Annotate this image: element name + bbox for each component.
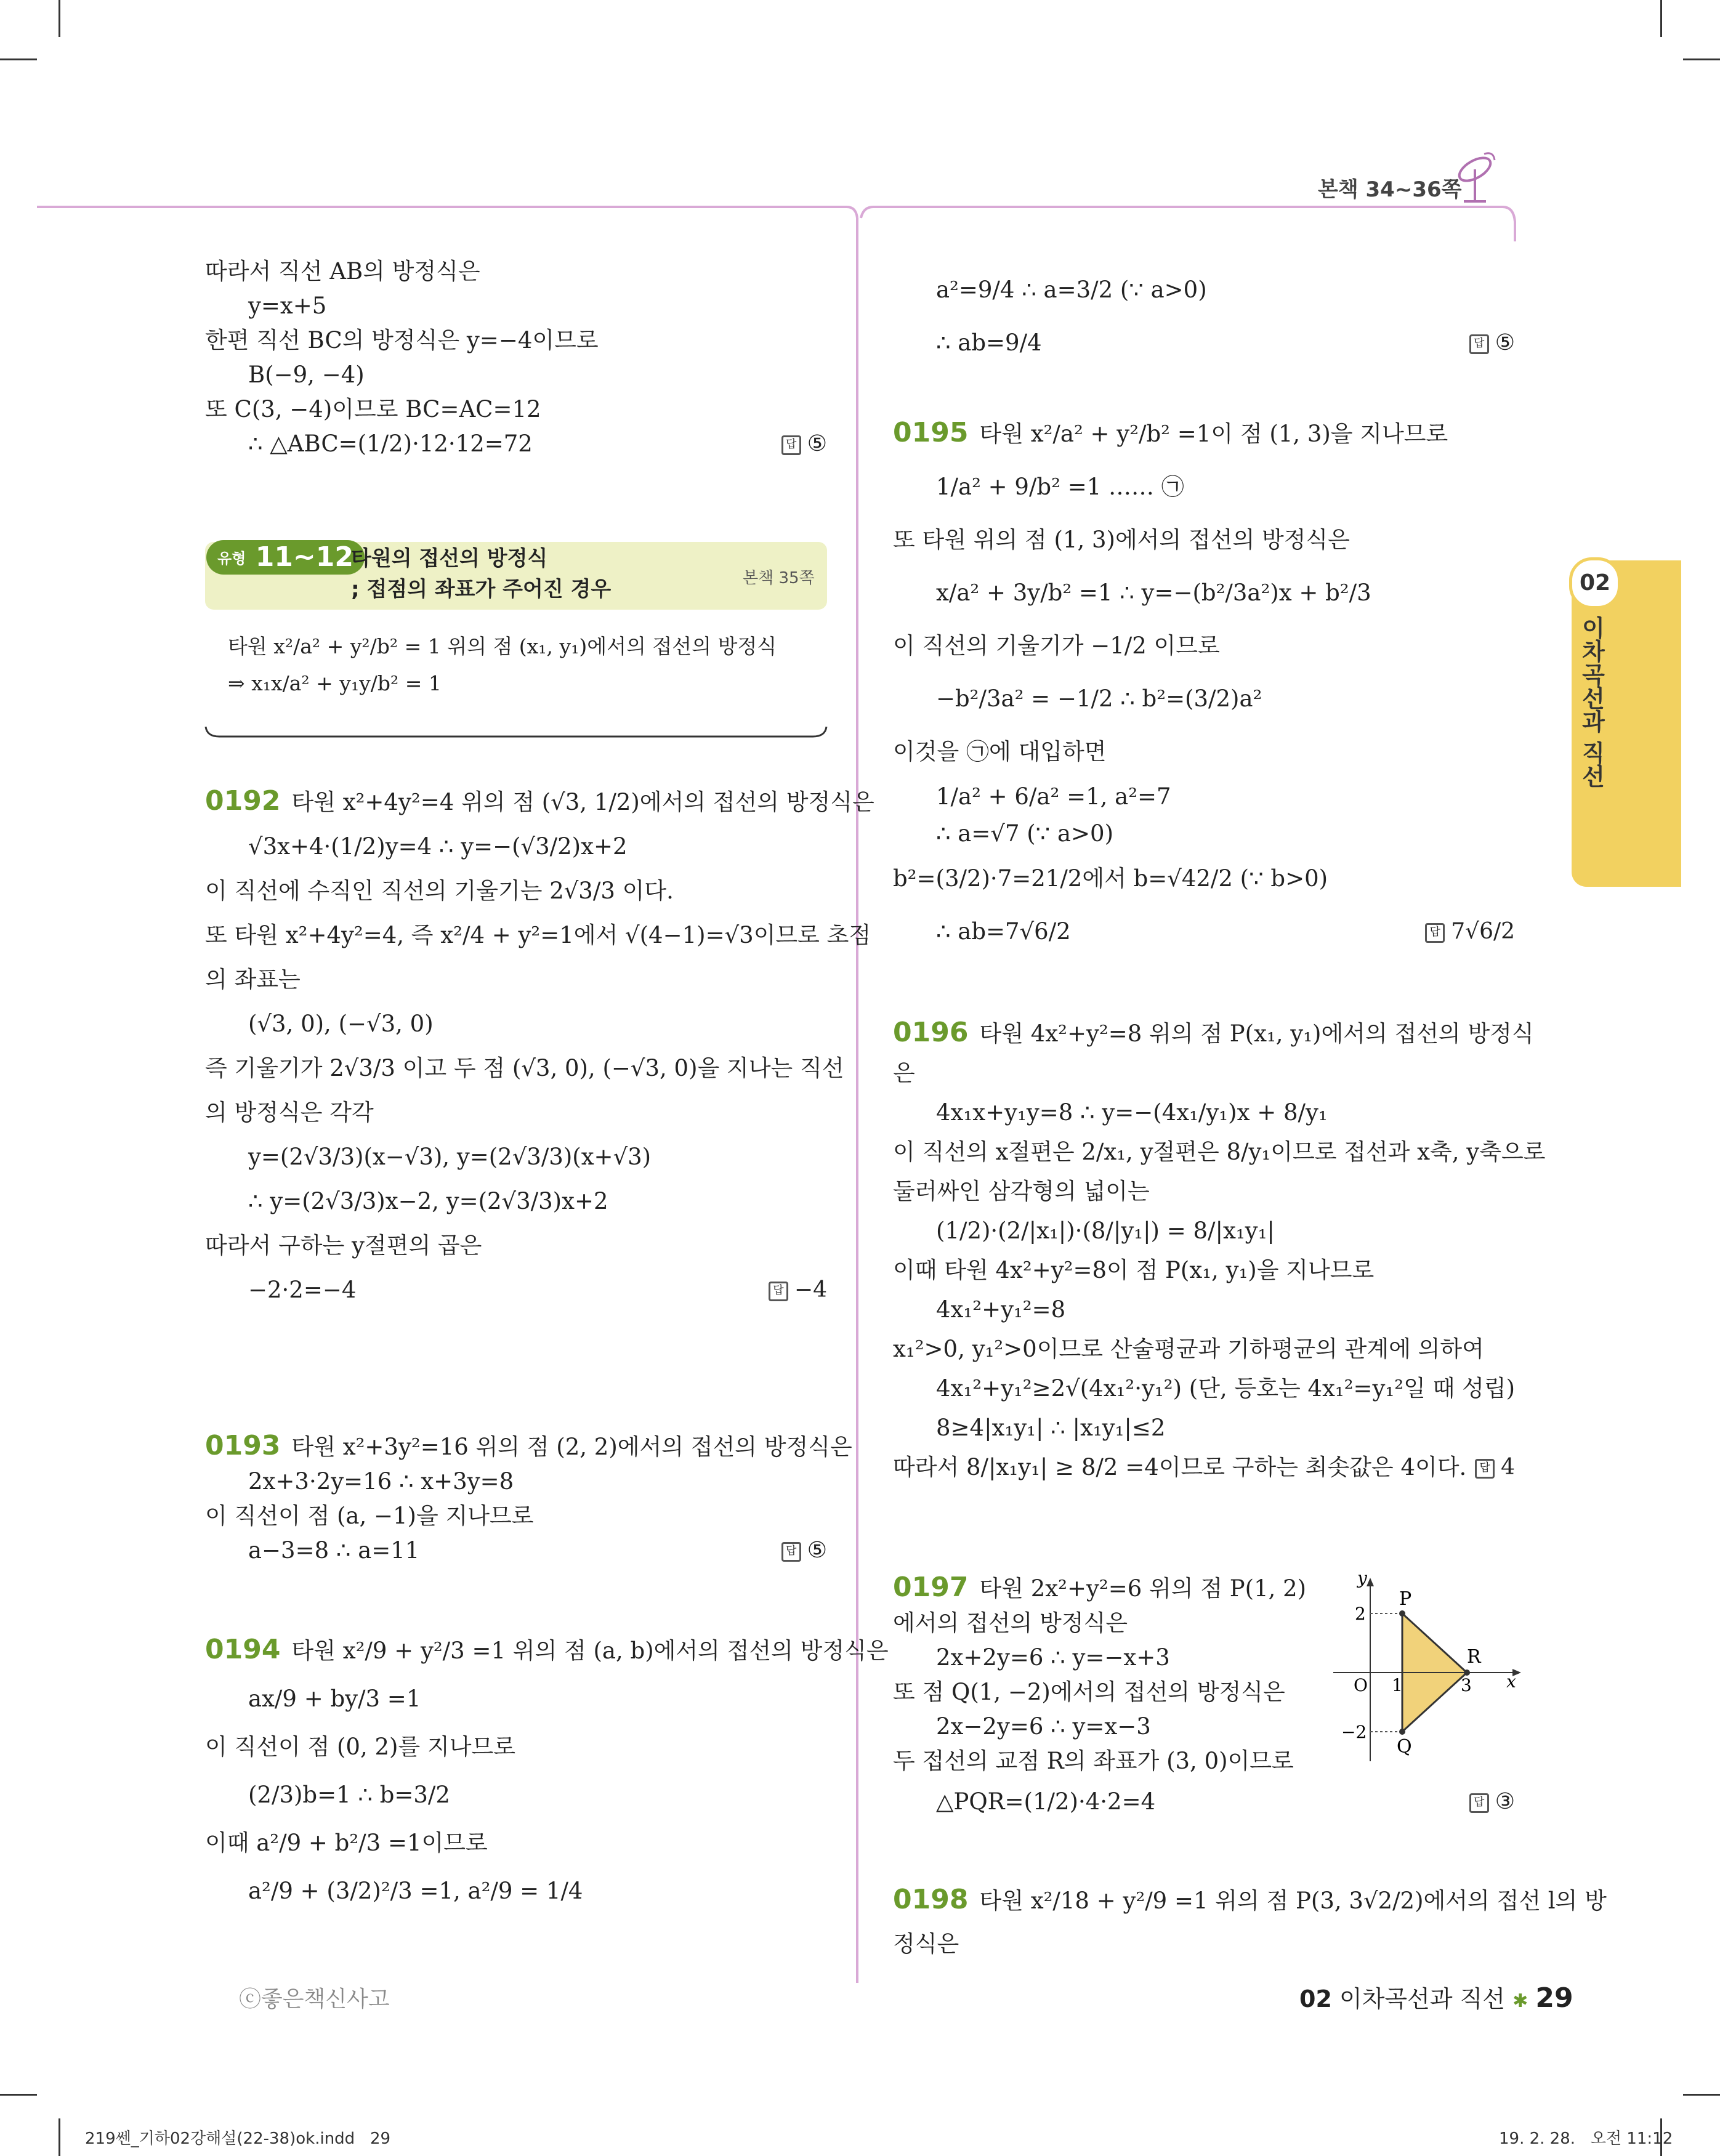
- left-top-block: [205, 254, 827, 461]
- answer-mark-icon: 답: [769, 1282, 788, 1301]
- answer-value: 4: [1501, 1455, 1515, 1480]
- header-ref: 본책 34~36쪽: [1318, 177, 1462, 202]
- text-line: y=x+5: [248, 293, 327, 319]
- answer-value: ⑤: [807, 1538, 827, 1563]
- concept-ref: 본책 35쪽: [743, 569, 815, 587]
- problem-0198: [893, 1878, 1607, 1966]
- point-p-label: P: [1399, 1588, 1412, 1610]
- concept-badge: [206, 540, 365, 575]
- text-line: 1/a² + 6/a² =1, a²=7: [936, 783, 1171, 810]
- chapter-tab-title: 이차곡선과 직선: [1578, 616, 1605, 788]
- tick-y2: 2: [1355, 1604, 1366, 1624]
- chapter-tab-number: 02: [1569, 557, 1621, 609]
- badge-prefix: 유형: [217, 550, 246, 567]
- answer-value: ⑤: [1495, 330, 1515, 355]
- problem-number: 0196: [893, 1017, 969, 1048]
- text-line: (2/3)b=1 ∴ b=3/2: [248, 1782, 450, 1808]
- tick-x3: 3: [1461, 1675, 1472, 1695]
- text-line: x/a² + 3y/b² =1 ∴ y=−(b²/3a²)x + b²/3: [936, 579, 1371, 606]
- problem-number: 0193: [205, 1430, 281, 1461]
- concept-title: [351, 543, 611, 605]
- text-line: 이때 a²/9 + b²/3 =1이므로: [205, 1830, 488, 1856]
- concept-line-2: ⇒ x₁x/a² + y₁y/b² = 1: [228, 671, 442, 695]
- page-number: 29: [1535, 1982, 1573, 2014]
- text-line: 타원 x²+3y²=16 위의 점 (2, 2)에서의 접선의 방정식은: [291, 1434, 852, 1460]
- answer-mark-icon: 답: [781, 435, 801, 455]
- text-line: 또 타원 위의 점 (1, 3)에서의 접선의 방정식은: [893, 527, 1350, 553]
- point-r-label: R: [1467, 1646, 1481, 1668]
- answer: [1475, 1448, 1515, 1487]
- text-line: a−3=8 ∴ a=11: [248, 1537, 420, 1564]
- text-line: 한편 직선 BC의 방정식은 y=−4이므로: [205, 327, 599, 353]
- problem-0196: [893, 1013, 1546, 1487]
- text-line: 또 C(3, −4)이므로 BC=AC=12: [205, 396, 541, 422]
- text-line: 1/a² + 9/b² =1 …… ㉠: [936, 474, 1184, 500]
- text-line: b²=(3/2)·7=21/2에서 b=√42/2 (∵ b>0): [893, 865, 1328, 892]
- text-line: 타원 4x²+y²=8 위의 점 P(x₁, y₁)에서의 접선의 방정식: [979, 1020, 1534, 1047]
- publisher-footer: ⓒ좋은책신사고: [239, 1987, 390, 2012]
- text-line: 이 직선의 기울기가 −1/2 이므로: [893, 632, 1220, 659]
- text-line: 8≥4|x₁y₁| ∴ |x₁y₁|≤2: [936, 1415, 1166, 1441]
- text-line: 따라서 직선 AB의 방정식은: [205, 258, 480, 285]
- answer-mark-icon: 답: [1469, 1793, 1489, 1813]
- text-line: 정식은: [893, 1931, 959, 1957]
- tick-x1: 1: [1392, 1675, 1403, 1695]
- text-line: 2x−2y=6 ∴ y=x−3: [936, 1713, 1151, 1740]
- concept-bracket: [203, 714, 831, 745]
- text-line: 은: [893, 1060, 915, 1086]
- slug-left: 219쎈_기하02강해설(22-38)ok.indd 29: [85, 2130, 391, 2148]
- text-line: (1/2)·(2/|x₁|)·(8/|y₁|) = 8/|x₁y₁|: [936, 1217, 1275, 1244]
- footer-star-icon: ✱: [1512, 1990, 1528, 2012]
- concept-title-1: 타원의 접선의 방정식: [351, 546, 548, 571]
- y-axis-arrow-icon: [1367, 1578, 1374, 1586]
- problem-number: 0197: [893, 1572, 969, 1603]
- problem-number: 0192: [205, 785, 281, 817]
- page-footer: [1299, 1980, 1573, 2014]
- text-line: 이때 타원 4x²+y²=8이 점 P(x₁, y₁)을 지나므로: [893, 1257, 1375, 1283]
- axis-y-label: y: [1357, 1570, 1367, 1588]
- concept-body: [228, 628, 777, 702]
- text-line: −2·2=−4: [248, 1277, 357, 1303]
- answer: [1469, 317, 1515, 369]
- text-line: ∴ a=√7 (∵ a>0): [936, 820, 1114, 847]
- answer: [1425, 905, 1515, 958]
- text-line: x₁²>0, y₁²>0이므로 산술평균과 기하평균의 관계에 의하여: [893, 1336, 1484, 1362]
- text-line: 타원 x²/9 + y²/3 =1 위의 점 (a, b)에서의 접선의 방정식은: [291, 1637, 889, 1664]
- origin-label: O: [1354, 1675, 1368, 1695]
- text-line: ∴ ab=9/4: [936, 329, 1042, 356]
- answer-value: ⑤: [807, 431, 827, 456]
- text-line: 타원 x²+4y²=4 위의 점 (√3, 1/2)에서의 접선의 방정식은: [291, 789, 874, 815]
- point-p-dot: [1399, 1610, 1405, 1617]
- text-line: 의 방정식은 각각: [205, 1099, 374, 1126]
- text-line: −b²/3a² = −1/2 ∴ b²=(3/2)a²: [936, 685, 1262, 712]
- text-line: 이 직선이 점 (0, 2)를 지나므로: [205, 1734, 515, 1760]
- slug-right: 19. 2. 28. 오전 11:12: [1499, 2130, 1673, 2148]
- text-line: ax/9 + by/3 =1: [248, 1686, 421, 1712]
- text-line: 이 직선에 수직인 직선의 기울기는 2√3/3 이다.: [205, 878, 674, 904]
- badge-range: 11~12: [255, 541, 354, 573]
- text-line: 따라서 8/|x₁y₁| ≥ 8/2 =4이므로 구하는 최솟값은 4이다.: [893, 1454, 1467, 1480]
- text-line: B(−9, −4): [248, 361, 365, 388]
- text-line: 두 접선의 교점 R의 좌표가 (3, 0)이므로: [893, 1748, 1294, 1774]
- text-line: a²/9 + (3/2)²/3 =1, a²/9 = 1/4: [248, 1878, 583, 1904]
- answer-mark-icon: 답: [781, 1542, 801, 1562]
- text-line: 둘러싸인 삼각형의 넓이는: [893, 1178, 1150, 1205]
- problem-number: 0195: [893, 417, 969, 448]
- text-line: √3x+4·(1/2)y=4 ∴ y=−(√3/2)x+2: [248, 833, 628, 860]
- text-line: 타원 x²/a² + y²/b² =1이 점 (1, 3)을 지나므로: [979, 421, 1448, 447]
- text-line: ∴ △ABC=(1/2)·12·12=72: [248, 430, 533, 457]
- answer-value: 7√6/2: [1451, 919, 1515, 944]
- footer-chapter: 02: [1299, 1985, 1332, 2013]
- answer: [781, 427, 827, 461]
- answer-value: −4: [794, 1277, 827, 1302]
- text-line: 타원 2x²+y²=6 위의 점 P(1, 2): [979, 1575, 1307, 1602]
- answer: [781, 1533, 827, 1568]
- text-line: 이것을 ㉠에 대입하면: [893, 738, 1107, 765]
- text-line: 4x₁²+y₁²=8: [936, 1296, 1066, 1323]
- text-line: y=(2√3/3)(x−√3), y=(2√3/3)(x+√3): [248, 1144, 652, 1170]
- text-line: 이 직선이 점 (a, −1)을 지나므로: [205, 1503, 534, 1529]
- axis-x-label: x: [1506, 1671, 1516, 1692]
- problem-0193: [205, 1429, 852, 1568]
- text-line: ∴ ab=7√6/2: [936, 918, 1071, 945]
- text-line: 따라서 구하는 y절편의 곱은: [205, 1232, 482, 1259]
- right-top-block: [893, 264, 1515, 369]
- problem-0192: [205, 779, 874, 1312]
- text-line: 4x₁x+y₁y=8 ∴ y=−(4x₁/y₁)x + 8/y₁: [936, 1099, 1328, 1126]
- concept-line-1: 타원 x²/a² + y²/b² = 1 위의 점 (x₁, y₁)에서의 접선의 방정식: [228, 634, 777, 658]
- answer-mark-icon: 답: [1475, 1459, 1495, 1479]
- point-q-dot: [1399, 1729, 1405, 1735]
- text-line: 의 좌표는: [205, 966, 301, 993]
- answer: [1469, 1785, 1515, 1819]
- tick-ym2: −2: [1341, 1722, 1367, 1742]
- text-line: 2x+2y=6 ∴ y=−x+3: [936, 1644, 1170, 1671]
- answer-mark-icon: 답: [1469, 334, 1489, 354]
- triangle-figure: [1324, 1570, 1527, 1774]
- answer-mark-icon: 답: [1425, 923, 1445, 943]
- problem-0194: [205, 1626, 889, 1915]
- text-line: 타원 x²/18 + y²/9 =1 위의 점 P(3, 3√2/2)에서의 접선 l의 방: [979, 1888, 1607, 1914]
- footer-title: 이차곡선과 직선: [1339, 1985, 1506, 2013]
- point-q-label: Q: [1397, 1736, 1412, 1758]
- concept-title-2: ; 접점의 좌표가 주어진 경우: [351, 577, 612, 602]
- text-line: a²=9/4 ∴ a=3/2 (∵ a>0): [936, 277, 1207, 303]
- text-line: 또 타원 x²+4y²=4, 즉 x²/4 + y²=1에서 √(4−1)=√3이므로 초점: [205, 922, 871, 948]
- text-line: 4x₁²+y₁²≥2√(4x₁²·y₁²) (단, 등호는 4x₁²=y₁²일 때 성립): [936, 1375, 1516, 1402]
- answer-value: ③: [1495, 1789, 1515, 1814]
- problem-number: 0194: [205, 1634, 281, 1665]
- text-line: △PQR=(1/2)·4·2=4: [936, 1788, 1156, 1815]
- text-line: (√3, 0), (−√3, 0): [248, 1011, 434, 1037]
- problem-number: 0198: [893, 1884, 969, 1915]
- text-line: 에서의 접선의 방정식은: [893, 1610, 1128, 1636]
- problem-0195: [893, 406, 1515, 958]
- text-line: 즉 기울기가 2√3/3 이고 두 점 (√3, 0), (−√3, 0)을 지나는 직선: [205, 1055, 844, 1081]
- text-line: 또 점 Q(1, −2)에서의 접선의 방정식은: [893, 1679, 1285, 1705]
- text-line: 2x+3·2y=16 ∴ x+3y=8: [248, 1468, 514, 1495]
- text-line: 이 직선의 x절편은 2/x₁, y절편은 8/y₁이므로 접선과 x축, y축으로: [893, 1139, 1546, 1165]
- answer: [769, 1268, 827, 1312]
- text-line: ∴ y=(2√3/3)x−2, y=(2√3/3)x+2: [248, 1188, 608, 1214]
